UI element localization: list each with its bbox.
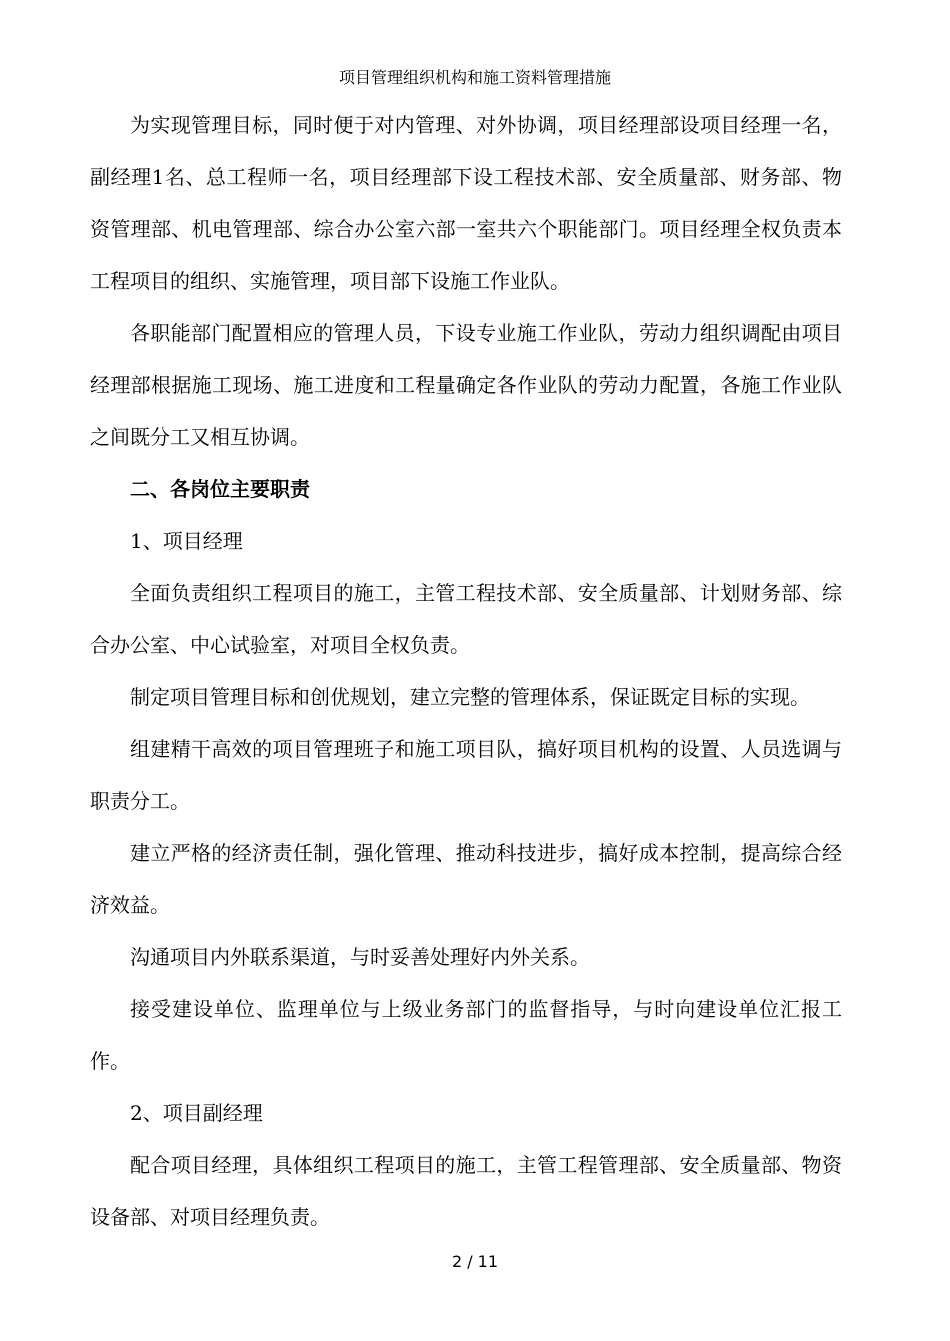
page-number: 2 / 11: [451, 1252, 499, 1271]
subheading-project-manager: 1、项目经理: [130, 529, 243, 553]
pm-duty-item: 接受建设单位、监理单位与上级业务部门的监督指导，与时向建设单位汇报工作。: [90, 997, 842, 1073]
pm-duty-item: 制定项目管理目标和创优规划，建立完整的管理体系，保证既定目标的实现。: [130, 685, 810, 709]
subheading-deputy-manager: 2、项目副经理: [130, 1101, 263, 1125]
section-heading-responsibilities: 二、各岗位主要职责: [130, 477, 310, 501]
document-body: [90, 99, 842, 1243]
pm-duty-item: 组建精干高效的项目管理班子和施工项目队，搞好项目机构的设置、人员选调与职责分工。: [90, 737, 842, 813]
page-header: 项目管理组织机构和施工资料管理措施: [338, 68, 611, 87]
paragraph-departments: 各职能部门配置相应的管理人员，下设专业施工作业队，劳动力组织调配由项目经理部根据施工现场、施工进度和工程量确定各作业队的劳动力配置，各施工作业队之间既分工又相互协调。: [90, 321, 842, 449]
pm-duty-item: 建立严格的经济责任制，强化管理、推动科技进步，搞好成本控制，提高综合经济效益。: [90, 841, 842, 917]
pm-duty-item: 沟通项目内外联系渠道，与时妥善处理好内外关系。: [130, 945, 590, 969]
pm-duty-item: 全面负责组织工程项目的施工，主管工程技术部、安全质量部、计划财务部、综合办公室、中心试验室，对项目全权负责。: [90, 581, 842, 657]
dpm-duty-item: 配合项目经理，具体组织工程项目的施工，主管工程管理部、安全质量部、物资设备部、对项目经理负责。: [90, 1153, 842, 1229]
paragraph-org-structure: 为实现管理目标，同时便于对内管理、对外协调，项目经理部设项目经理一名，副经理1名、总工程师一名，项目经理部下设工程技术部、安全质量部、财务部、物资管理部、机电管理部、综合办公室六部一室共六个职能部门。项目经理全权负责本工程项目的组织、实施管理，项目部下设施工作业队。: [90, 113, 842, 293]
